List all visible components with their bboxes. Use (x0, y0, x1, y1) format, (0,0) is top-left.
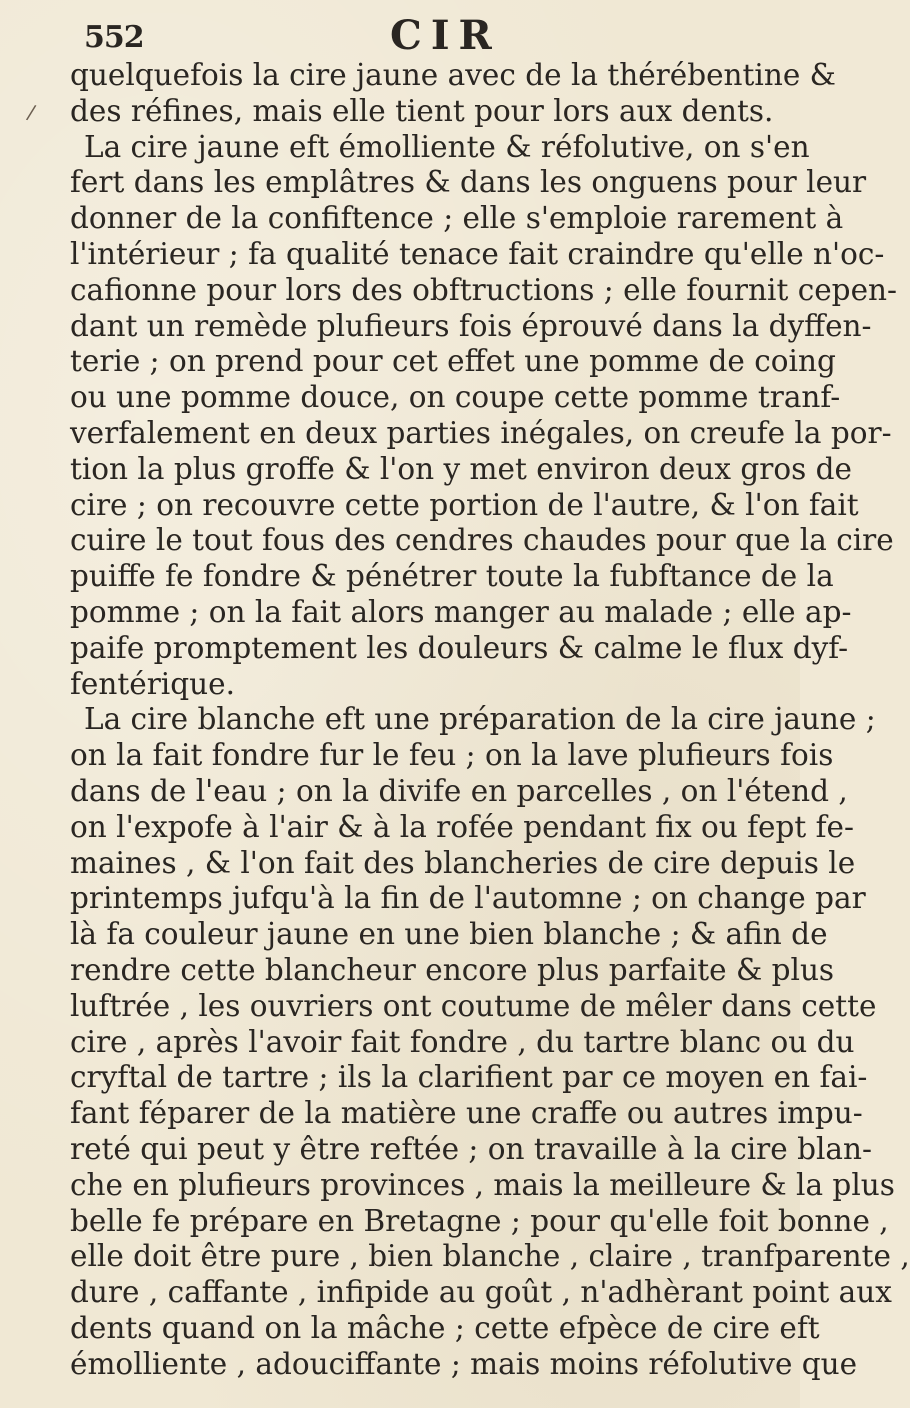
text-line: cafionne pour lors des obftructions ; elle fournit cepen- (70, 272, 897, 307)
text-line: rendre cette blancheur encore plus parfaite & plus (70, 952, 835, 987)
text-line: fert dans les emplâtres & dans les onguens pour leur (70, 165, 867, 200)
text-line: pomme ; on la fait alors manger au malade ; elle ap- (70, 594, 852, 629)
text-line: tion la plus groffe & l'on y met environ deux gros de (70, 451, 852, 486)
paragraph-container (70, 58, 910, 1382)
text-line: dant un remède plufieurs fois éprouvé dans la dyffen- (70, 308, 872, 343)
text-line: quelquefois la cire jaune avec de la thérébentine & (70, 58, 836, 92)
text-line: verfalement en deux parties inégales, on creufe la por- (70, 415, 892, 450)
text-line: cire ; on recouvre cette portion de l'autre, & l'on fait (70, 487, 859, 522)
text-line: fant féparer de la matière une craffe ou autres impu- (70, 1096, 863, 1131)
text-line: dents quand on la mâche ; cette efpèce de cire eft (70, 1310, 820, 1345)
text-line: dans de l'eau ; on la divife en parcelles , on l'étend , (70, 773, 848, 808)
text-line: puiffe fe fondre & pénétrer toute la fubftance de la (70, 559, 834, 594)
text-line: l'intérieur ; fa qualité tenace fait craindre qu'elle n'oc- (70, 236, 885, 271)
body-text (70, 58, 910, 1382)
running-head: CIR (390, 12, 501, 59)
text-line: dure , caffante , infipide au goût , n'adhèrant point aux (70, 1275, 892, 1310)
text-line: printemps jufqu'à la fin de l'automne ; on change par (70, 881, 866, 916)
margin-mark: / (25, 99, 38, 125)
paragraph (70, 58, 836, 130)
text-line: ou une pomme douce, on coupe cette pomme tranf- (70, 380, 841, 415)
text-line: on l'expofe à l'air & à la rofée pendant fix ou fept fe- (70, 809, 854, 844)
text-line: paife promptement les douleurs & calme le flux dyf- (70, 630, 849, 665)
text-line: cuire le tout fous des cendres chaudes pour que la cire (70, 523, 894, 558)
text-line: belle fe prépare en Bretagne ; pour qu'elle foit bonne , (70, 1203, 889, 1238)
text-line: on la fait fondre fur le feu ; on la lave plufieurs fois (70, 738, 834, 773)
text-line: là fa couleur jaune en une bien blanche ; & afin de (70, 917, 828, 952)
page-header (84, 14, 764, 62)
text-line: La cire jaune eft émolliente & réfolutive, on s'en (84, 129, 810, 164)
text-line: che en plufieurs provinces , mais la meilleure & la plus (70, 1167, 895, 1202)
text-line: La cire blanche eft une préparation de la cire jaune ; (84, 702, 876, 737)
paragraph (70, 129, 897, 703)
text-line: cryftal de tartre ; ils la clarifient par ce moyen en fai- (70, 1060, 868, 1095)
text-line: des réfines, mais elle tient pour lors aux dents. (70, 93, 774, 128)
text-line: luftrée , les ouvriers ont coutume de mêler dans cette (70, 988, 877, 1023)
text-line: fentérique. (70, 666, 235, 701)
text-line: elle doit être pure , bien blanche , claire , tranfparente , (70, 1239, 910, 1274)
text-line: émolliente , adouciffante ; mais moins réfolutive que (70, 1346, 858, 1381)
text-line: maines , & l'on fait des blancheries de cire depuis le (70, 845, 856, 880)
text-line: reté qui peut y être reftée ; on travaille à la cire blan- (70, 1131, 872, 1166)
page-number: 552 (84, 20, 144, 55)
text-line: donner de la confiftence ; elle s'emploie rarement à (70, 201, 844, 236)
paragraph (70, 702, 910, 1382)
text-line: terie ; on prend pour cet effet une pomme de coing (70, 344, 836, 379)
text-line: cire , après l'avoir fait fondre , du tartre blanc ou du (70, 1024, 855, 1059)
